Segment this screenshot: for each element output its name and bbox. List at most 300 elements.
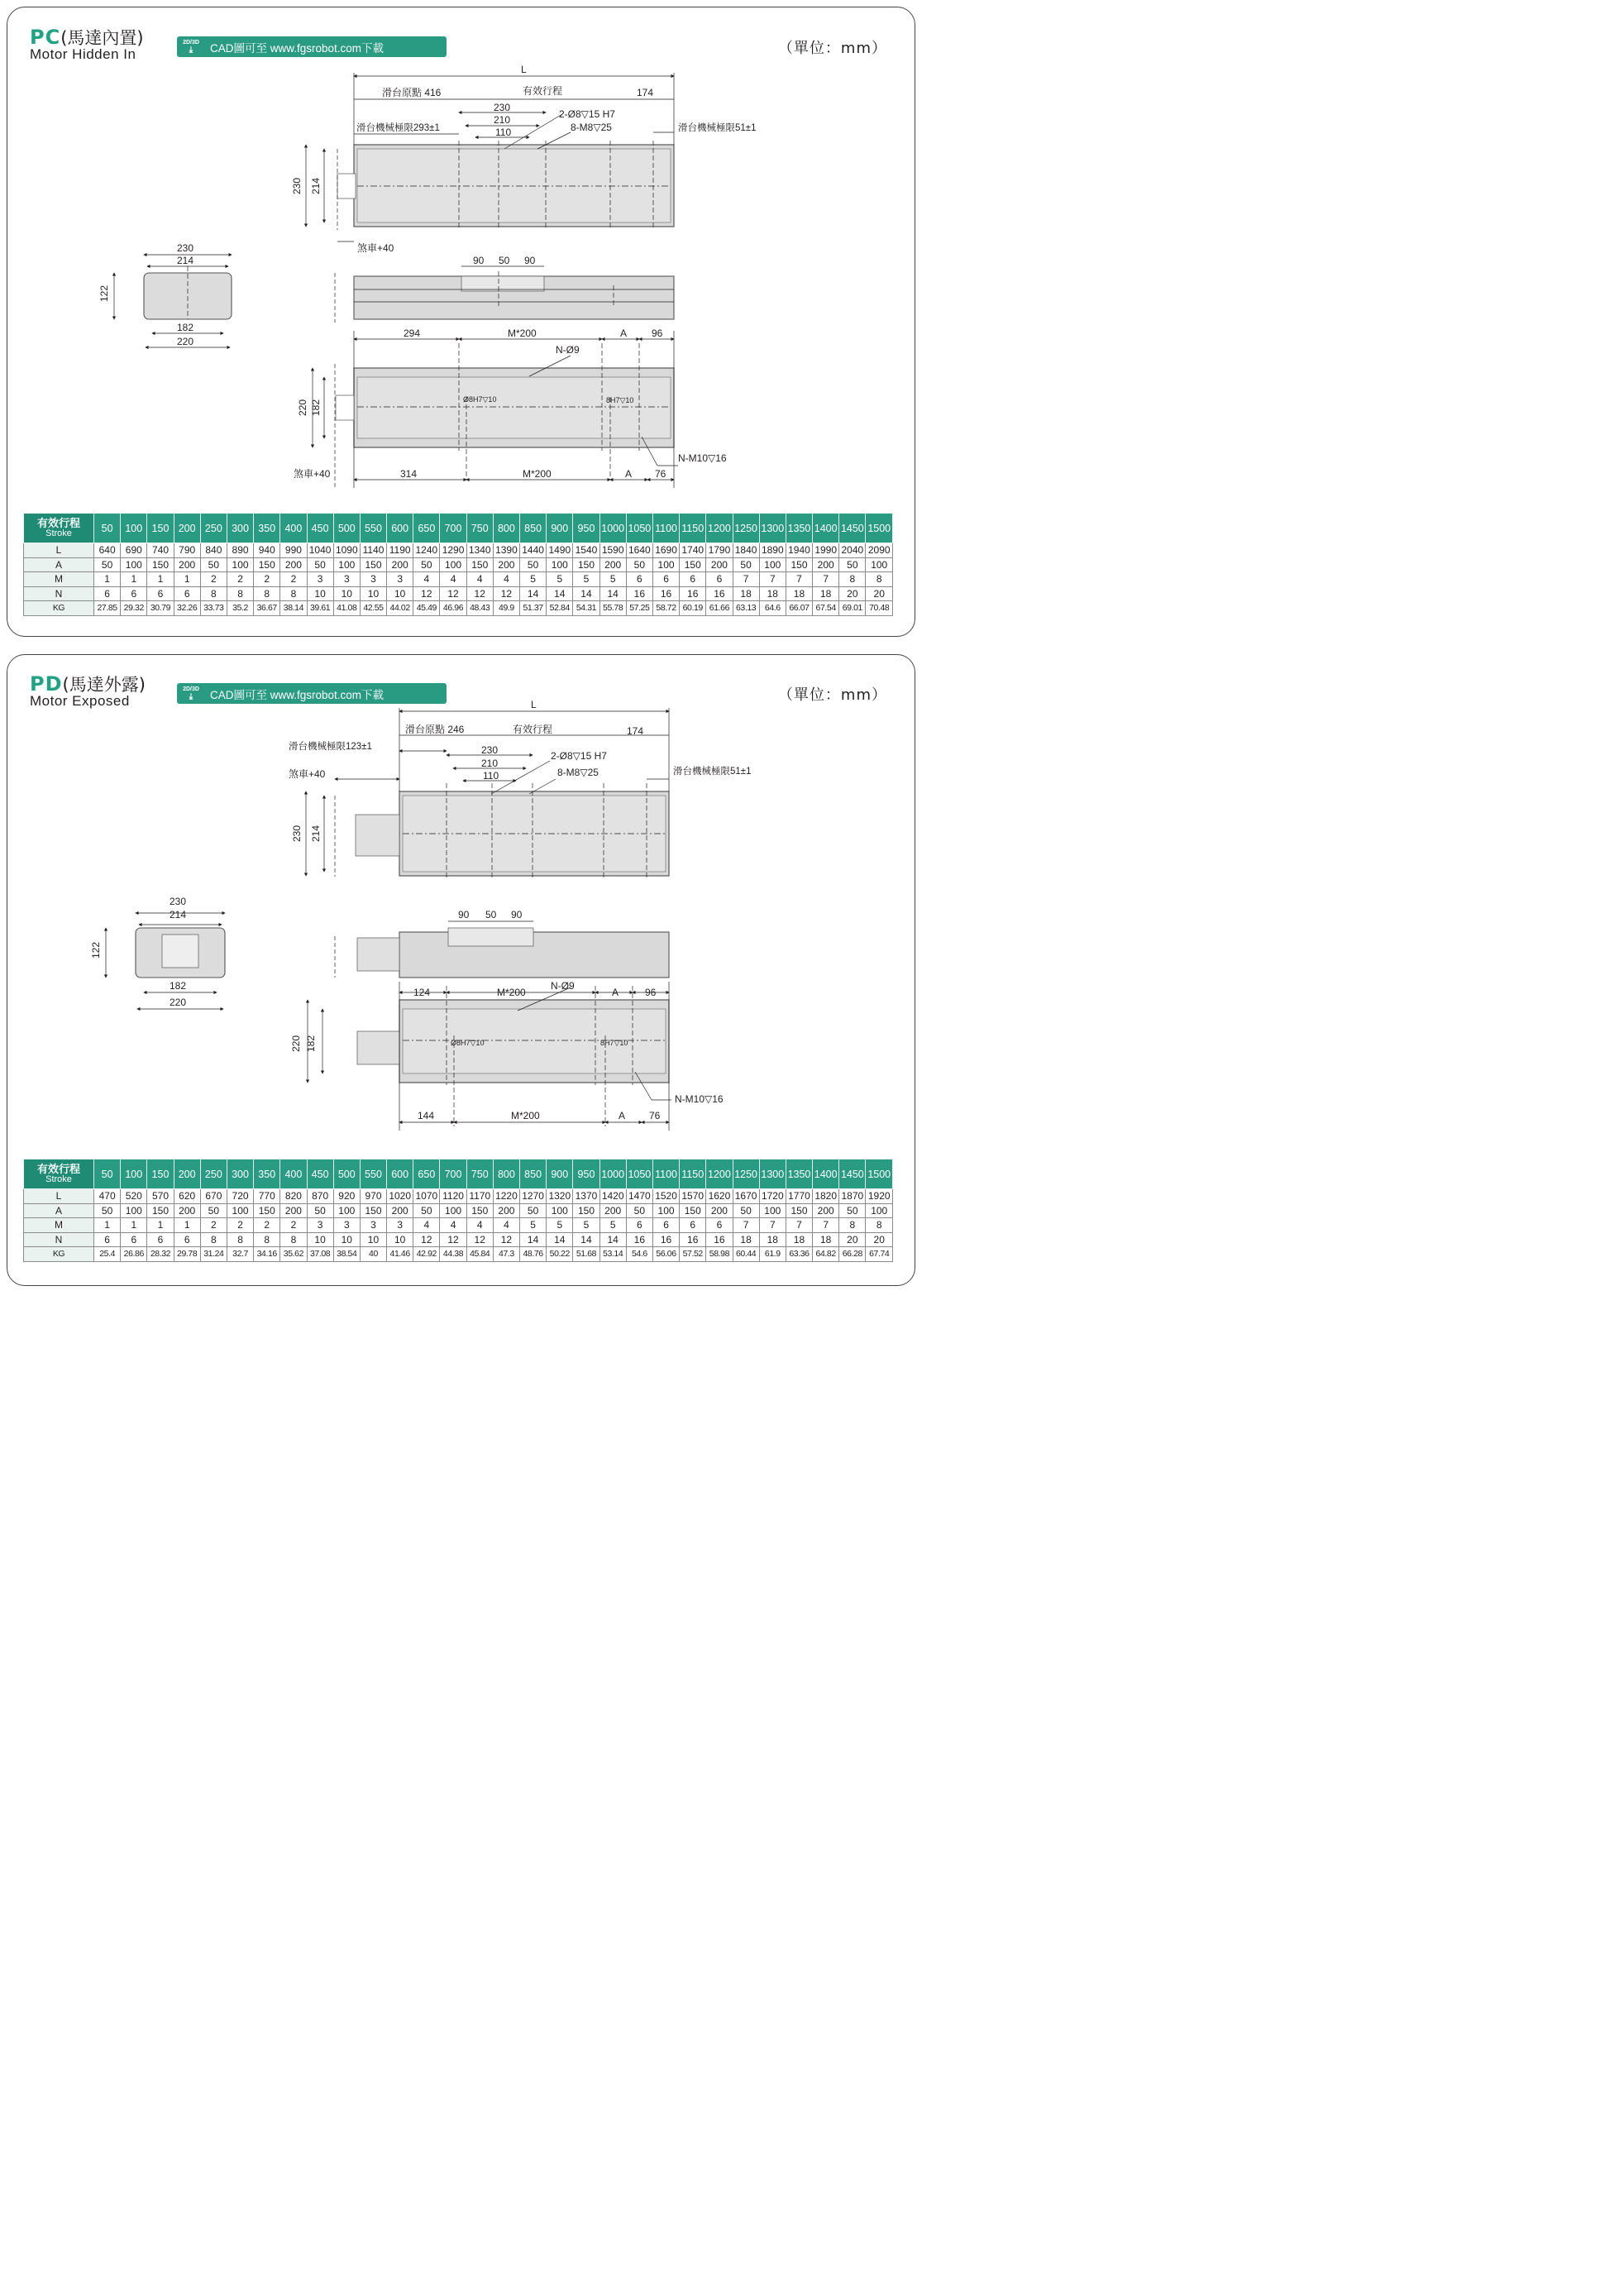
table-cell: 50	[94, 1203, 121, 1218]
table-cell: 12	[440, 1232, 466, 1247]
pc-dim-110: 110	[495, 127, 512, 138]
table-cell: 10	[387, 586, 413, 601]
table-cell: 52.84	[547, 601, 573, 616]
table-cell: 1220	[493, 1189, 519, 1204]
table-cell: 4	[413, 1218, 440, 1233]
stroke-header-cell: 500	[333, 514, 360, 543]
table-cell: 50	[200, 1203, 227, 1218]
table-cell: 46.96	[440, 601, 466, 616]
table-cell: 940	[254, 543, 280, 558]
row-label: KG	[24, 1247, 94, 1262]
table-cell: 150	[147, 1203, 174, 1218]
table-cell: 66.28	[839, 1247, 866, 1262]
pd-bot-M1: M*200	[497, 987, 526, 998]
row-label: A	[24, 557, 94, 572]
stroke-header-cell: 1450	[839, 1159, 866, 1189]
pc-bot-76: 76	[655, 468, 666, 480]
table-cell: 7	[813, 1218, 839, 1233]
pd-cn-title: (馬達外露)	[62, 675, 146, 695]
table-cell: 40	[360, 1247, 386, 1262]
table-cell: 16	[680, 1232, 706, 1247]
pc-side-90a: 90	[473, 255, 485, 266]
table-cell: 1	[94, 572, 121, 587]
table-cell: 14	[573, 586, 599, 601]
table-cell: 4	[466, 1218, 493, 1233]
pd-pin1: Ø8H7▽10	[451, 1039, 485, 1047]
pd-end-214: 214	[170, 909, 187, 920]
table-cell: 2	[254, 572, 280, 587]
table-cell: 100	[547, 557, 573, 572]
table-cell: 1670	[733, 1189, 759, 1204]
table-cell: 60.19	[680, 601, 706, 616]
table-cell: 1120	[440, 1189, 466, 1204]
table-cell: 4	[493, 572, 519, 587]
table-cell: 36.67	[254, 601, 280, 616]
table-cell: 770	[254, 1189, 280, 1204]
pc-dim-174: 174	[637, 87, 654, 98]
table-cell: 54.6	[626, 1247, 652, 1262]
table-cell: 26.86	[121, 1247, 147, 1262]
table-cell: 200	[813, 557, 839, 572]
table-cell: 50	[626, 557, 652, 572]
table-cell: 35.2	[227, 601, 253, 616]
stroke-header-cell: 600	[387, 1159, 413, 1189]
table-cell: 1290	[440, 543, 466, 558]
table-cell: 35.62	[280, 1247, 307, 1262]
pd-spec-table	[23, 1159, 893, 1262]
table-cell: 57.25	[626, 601, 652, 616]
table-cell: 50	[733, 557, 759, 572]
table-cell: 1870	[839, 1189, 866, 1204]
table-cell: 8	[839, 1218, 866, 1233]
table-cell: 100	[333, 1203, 360, 1218]
pc-brake-bot: 煞車+40	[294, 468, 331, 480]
stroke-header-cell: 650	[413, 1159, 440, 1189]
table-cell: 6	[680, 572, 706, 587]
table-cell: 1840	[733, 543, 759, 558]
stroke-header-cell: 350	[254, 514, 280, 543]
pd-mech-right: 滑台機械極限51±1	[673, 767, 752, 777]
table-cell: 2	[254, 1218, 280, 1233]
table-row	[24, 1203, 893, 1218]
stroke-header-cell: 700	[440, 514, 466, 543]
table-cell: 720	[227, 1189, 253, 1204]
pc-cad-text: CAD圖可至 www.fgsrobot.com下載	[210, 41, 385, 55]
table-cell: 18	[759, 1232, 786, 1247]
pc-bot-294: 294	[404, 328, 421, 339]
stroke-header-cell: 100	[121, 514, 147, 543]
pd-pin2: 8H7▽10	[600, 1039, 628, 1047]
download-icon: 2D/3D ⤓	[183, 686, 199, 701]
table-cell: 12	[413, 586, 440, 601]
table-row	[24, 1232, 893, 1247]
pd-brake-top: 煞車+40	[289, 768, 326, 780]
table-cell: 54.31	[573, 601, 599, 616]
table-cell: 1470	[626, 1189, 652, 1204]
table-cell: 150	[360, 557, 386, 572]
table-cell: 100	[652, 1203, 679, 1218]
table-cell: 18	[786, 1232, 812, 1247]
pd-bot-96: 96	[645, 987, 657, 998]
pd-dim-210: 210	[481, 758, 499, 769]
table-cell: 5	[599, 572, 626, 587]
row-label: N	[24, 1232, 94, 1247]
table-cell: 16	[652, 586, 679, 601]
pd-end-122: 122	[90, 941, 102, 959]
table-cell: 50	[733, 1203, 759, 1218]
table-cell: 1	[121, 572, 147, 587]
pc-tap: N-M10▽16	[678, 452, 727, 464]
table-cell: 4	[440, 572, 466, 587]
table-cell: 7	[786, 1218, 812, 1233]
table-cell: 6	[147, 1232, 174, 1247]
download-icon: 2D/3D ⤓	[183, 39, 199, 55]
stroke-header-cell: 100	[121, 1159, 147, 1189]
table-cell: 1720	[759, 1189, 786, 1204]
pc-bot-h220: 220	[297, 399, 308, 416]
table-cell: 10	[307, 1232, 333, 1247]
stroke-header-cell: 550	[360, 1159, 386, 1189]
table-cell: 520	[121, 1189, 147, 1204]
pc-bot-A2: A	[625, 468, 633, 480]
table-cell: 150	[680, 1203, 706, 1218]
table-cell: 100	[333, 557, 360, 572]
stroke-header-cell: 50	[94, 514, 121, 543]
table-cell: 6	[94, 1232, 121, 1247]
stroke-header-cell: 1050	[626, 1159, 652, 1189]
table-cell: 45.84	[466, 1247, 493, 1262]
table-cell: 16	[706, 586, 733, 601]
pd-side-50: 50	[485, 909, 497, 920]
table-cell: 10	[307, 586, 333, 601]
table-cell: 1890	[759, 543, 786, 558]
stroke-header-cell: 900	[547, 514, 573, 543]
table-cell: 3	[387, 572, 413, 587]
table-cell: 58.98	[706, 1247, 733, 1262]
pd-dim-174: 174	[627, 725, 644, 737]
stroke-header-cell: 1200	[706, 1159, 733, 1189]
pd-mech-left: 滑台機械極限123±1	[289, 742, 372, 752]
table-cell: 64.82	[813, 1247, 839, 1262]
table-cell: 2	[227, 1218, 253, 1233]
pc-dim-origin: 滑台原點 416	[382, 87, 442, 98]
table-cell: 3	[360, 572, 386, 587]
stroke-header-cell: 1500	[866, 514, 893, 543]
table-cell: 200	[174, 1203, 200, 1218]
pd-unit-label: （單位：mm）	[777, 686, 887, 704]
table-cell: 7	[733, 1218, 759, 1233]
table-cell: 100	[547, 1203, 573, 1218]
table-cell: 870	[307, 1189, 333, 1204]
row-label: L	[24, 1189, 94, 1204]
pc-brake-top: 煞車+40	[357, 242, 394, 254]
stroke-header-cell: 1150	[680, 514, 706, 543]
table-cell: 150	[786, 557, 812, 572]
table-cell: 6	[121, 586, 147, 601]
pc-end-230: 230	[177, 242, 194, 254]
table-cell: 51.37	[520, 601, 547, 616]
table-cell: 34.16	[254, 1247, 280, 1262]
table-cell: 2	[200, 1218, 227, 1233]
table-cell: 18	[786, 586, 812, 601]
table-cell: 14	[599, 1232, 626, 1247]
table-cell: 20	[866, 1232, 893, 1247]
table-cell: 5	[520, 1218, 547, 1233]
table-cell: 150	[254, 1203, 280, 1218]
table-cell: 150	[147, 557, 174, 572]
table-cell: 3	[387, 1218, 413, 1233]
stroke-header-cell: 50	[94, 1159, 121, 1189]
pc-en-title: Motor Hidden In	[30, 46, 136, 62]
table-cell: 3	[307, 1218, 333, 1233]
table-cell: 1520	[652, 1189, 679, 1204]
stroke-header-row	[24, 1159, 893, 1189]
table-cell: 820	[280, 1189, 307, 1204]
stroke-header-cell: 900	[547, 1159, 573, 1189]
table-cell: 16	[680, 586, 706, 601]
table-row	[24, 557, 893, 572]
table-cell: 41.46	[387, 1247, 413, 1262]
stroke-header-cell: 750	[466, 1159, 493, 1189]
table-cell: 200	[599, 557, 626, 572]
table-cell: 69.01	[839, 601, 866, 616]
table-cell: 150	[573, 1203, 599, 1218]
pc-dim-L: L	[521, 64, 527, 75]
pc-bot-A1: A	[620, 328, 628, 339]
table-cell: 3	[333, 572, 360, 587]
table-cell: 1	[121, 1218, 147, 1233]
table-cell: 18	[759, 586, 786, 601]
table-cell: 5	[599, 1218, 626, 1233]
table-cell: 48.76	[520, 1247, 547, 1262]
stroke-header-cell: 400	[280, 1159, 307, 1189]
table-row	[24, 1247, 893, 1262]
table-cell: 1570	[680, 1189, 706, 1204]
table-cell: 200	[387, 557, 413, 572]
table-cell: 50	[307, 557, 333, 572]
pc-pin1: Ø8H7▽10	[463, 395, 497, 404]
pd-dim-h214: 214	[310, 825, 322, 842]
table-cell: 14	[573, 1232, 599, 1247]
table-cell: 56.06	[652, 1247, 679, 1262]
table-row	[24, 572, 893, 587]
table-cell: 1	[174, 1218, 200, 1233]
table-cell: 14	[520, 1232, 547, 1247]
table-cell: 16	[626, 586, 652, 601]
table-cell: 51.68	[573, 1247, 599, 1262]
table-cell: 5	[573, 1218, 599, 1233]
table-cell: 1320	[547, 1189, 573, 1204]
table-cell: 1770	[786, 1189, 812, 1204]
pd-end-230: 230	[170, 896, 187, 907]
pc-side-50: 50	[499, 255, 510, 266]
pd-bot-M2: M*200	[511, 1110, 540, 1121]
table-cell: 150	[254, 557, 280, 572]
table-cell: 1920	[866, 1189, 893, 1204]
table-cell: 1	[147, 572, 174, 587]
table-cell: 63.13	[733, 601, 759, 616]
stroke-header-cell: 750	[466, 514, 493, 543]
table-cell: 50	[94, 557, 121, 572]
table-cell: 2	[280, 1218, 307, 1233]
table-cell: 6	[652, 572, 679, 587]
table-cell: 100	[440, 557, 466, 572]
pd-hole2: 8-M8▽25	[557, 767, 599, 778]
table-cell: 150	[466, 557, 493, 572]
table-cell: 25.4	[94, 1247, 121, 1262]
pd-bot-144: 144	[418, 1110, 435, 1121]
pc-drawing	[0, 0, 929, 513]
table-cell: 45.49	[413, 601, 440, 616]
pd-bot-A2: A	[619, 1110, 626, 1121]
pc-bot-M1: M*200	[508, 328, 537, 339]
pc-bot-N: N-Ø9	[556, 344, 580, 356]
table-cell: 1020	[387, 1189, 413, 1204]
stroke-header-label: 有效行程 Stroke	[24, 1159, 94, 1189]
table-cell: 100	[759, 1203, 786, 1218]
table-cell: 5	[547, 1218, 573, 1233]
table-cell: 20	[839, 1232, 866, 1247]
pd-bot-76: 76	[649, 1110, 661, 1121]
pc-unit-label: （單位：mm）	[777, 40, 887, 57]
table-cell: 8	[200, 1232, 227, 1247]
table-cell: 67.74	[866, 1247, 893, 1262]
table-cell: 50	[200, 557, 227, 572]
table-cell: 64.6	[759, 601, 786, 616]
table-cell: 70.48	[866, 601, 893, 616]
table-cell: 30.79	[147, 601, 174, 616]
stroke-header-cell: 1050	[626, 514, 652, 543]
table-cell: 690	[121, 543, 147, 558]
table-cell: 6	[652, 1218, 679, 1233]
table-cell: 100	[227, 557, 253, 572]
stroke-header-cell: 1200	[706, 514, 733, 543]
table-cell: 1170	[466, 1189, 493, 1204]
table-cell: 200	[174, 557, 200, 572]
table-cell: 890	[227, 543, 253, 558]
table-cell: 44.38	[440, 1247, 466, 1262]
table-cell: 57.52	[680, 1247, 706, 1262]
stroke-header-cell: 1450	[839, 514, 866, 543]
table-cell: 3	[360, 1218, 386, 1233]
table-cell: 50	[413, 557, 440, 572]
table-cell: 44.02	[387, 601, 413, 616]
pd-end-220: 220	[170, 997, 187, 1008]
table-cell: 640	[94, 543, 121, 558]
stroke-header-cell: 700	[440, 1159, 466, 1189]
pc-end-122: 122	[98, 284, 110, 302]
stroke-header-cell: 400	[280, 514, 307, 543]
table-cell: 1270	[520, 1189, 547, 1204]
pd-bot-A1: A	[612, 987, 619, 998]
pd-bot-h220: 220	[290, 1035, 302, 1052]
row-label: L	[24, 543, 94, 558]
row-label: M	[24, 1218, 94, 1233]
table-cell: 150	[573, 557, 599, 572]
table-row	[24, 586, 893, 601]
table-cell: 10	[333, 1232, 360, 1247]
table-cell: 61.66	[706, 601, 733, 616]
table-cell: 50	[839, 1203, 866, 1218]
table-cell: 7	[759, 1218, 786, 1233]
table-cell: 740	[147, 543, 174, 558]
stroke-header-cell: 200	[174, 1159, 200, 1189]
table-cell: 1740	[680, 543, 706, 558]
pd-drawing	[0, 647, 929, 1159]
stroke-header-cell: 950	[573, 514, 599, 543]
table-cell: 39.61	[307, 601, 333, 616]
table-cell: 100	[227, 1203, 253, 1218]
stroke-header-cell: 1400	[813, 1159, 839, 1189]
table-cell: 58.72	[652, 601, 679, 616]
table-cell: 8	[254, 1232, 280, 1247]
table-cell: 1390	[493, 543, 519, 558]
table-cell: 150	[360, 1203, 386, 1218]
table-row	[24, 543, 893, 558]
table-cell: 50	[839, 557, 866, 572]
table-cell: 16	[706, 1232, 733, 1247]
table-cell: 1070	[413, 1189, 440, 1204]
table-cell: 8	[280, 586, 307, 601]
table-cell: 2	[200, 572, 227, 587]
table-cell: 1590	[599, 543, 626, 558]
table-cell: 37.08	[307, 1247, 333, 1262]
table-cell: 47.3	[493, 1247, 519, 1262]
table-cell: 42.55	[360, 601, 386, 616]
table-cell: 1990	[813, 543, 839, 558]
stroke-header-cell: 450	[307, 514, 333, 543]
pc-bot-h182: 182	[310, 399, 322, 416]
table-cell: 8	[839, 572, 866, 587]
pd-dim-110: 110	[483, 770, 499, 782]
table-cell: 2	[227, 572, 253, 587]
stroke-header-cell: 1150	[680, 1159, 706, 1189]
pd-bot-N: N-Ø9	[551, 980, 575, 992]
table-cell: 150	[680, 557, 706, 572]
table-cell: 50	[626, 1203, 652, 1218]
table-cell: 8	[227, 586, 253, 601]
table-cell: 6	[706, 1218, 733, 1233]
table-cell: 10	[360, 586, 386, 601]
pd-hole1: 2-Ø8▽15 H7	[551, 750, 607, 762]
table-cell: 29.32	[121, 601, 147, 616]
row-label: KG	[24, 601, 94, 616]
stroke-header-cell: 1350	[786, 514, 812, 543]
table-cell: 1790	[706, 543, 733, 558]
table-cell: 6	[706, 572, 733, 587]
table-cell: 200	[706, 557, 733, 572]
table-cell: 1140	[360, 543, 386, 558]
table-cell: 50.22	[547, 1247, 573, 1262]
pc-dim-230a: 230	[494, 102, 511, 113]
table-cell: 150	[786, 1203, 812, 1218]
pc-bot-314: 314	[400, 468, 418, 480]
stroke-header-cell: 450	[307, 1159, 333, 1189]
table-cell: 50	[520, 1203, 547, 1218]
stroke-header-cell: 150	[147, 514, 174, 543]
table-row	[24, 1218, 893, 1233]
table-cell: 100	[866, 557, 893, 572]
stroke-header-cell: 1000	[599, 1159, 626, 1189]
table-cell: 16	[626, 1232, 652, 1247]
stroke-header-cell: 300	[227, 514, 253, 543]
table-cell: 66.07	[786, 601, 812, 616]
row-label: N	[24, 586, 94, 601]
stroke-header-cell: 650	[413, 514, 440, 543]
table-cell: 1370	[573, 1189, 599, 1204]
table-cell: 100	[652, 557, 679, 572]
table-cell: 3	[307, 572, 333, 587]
